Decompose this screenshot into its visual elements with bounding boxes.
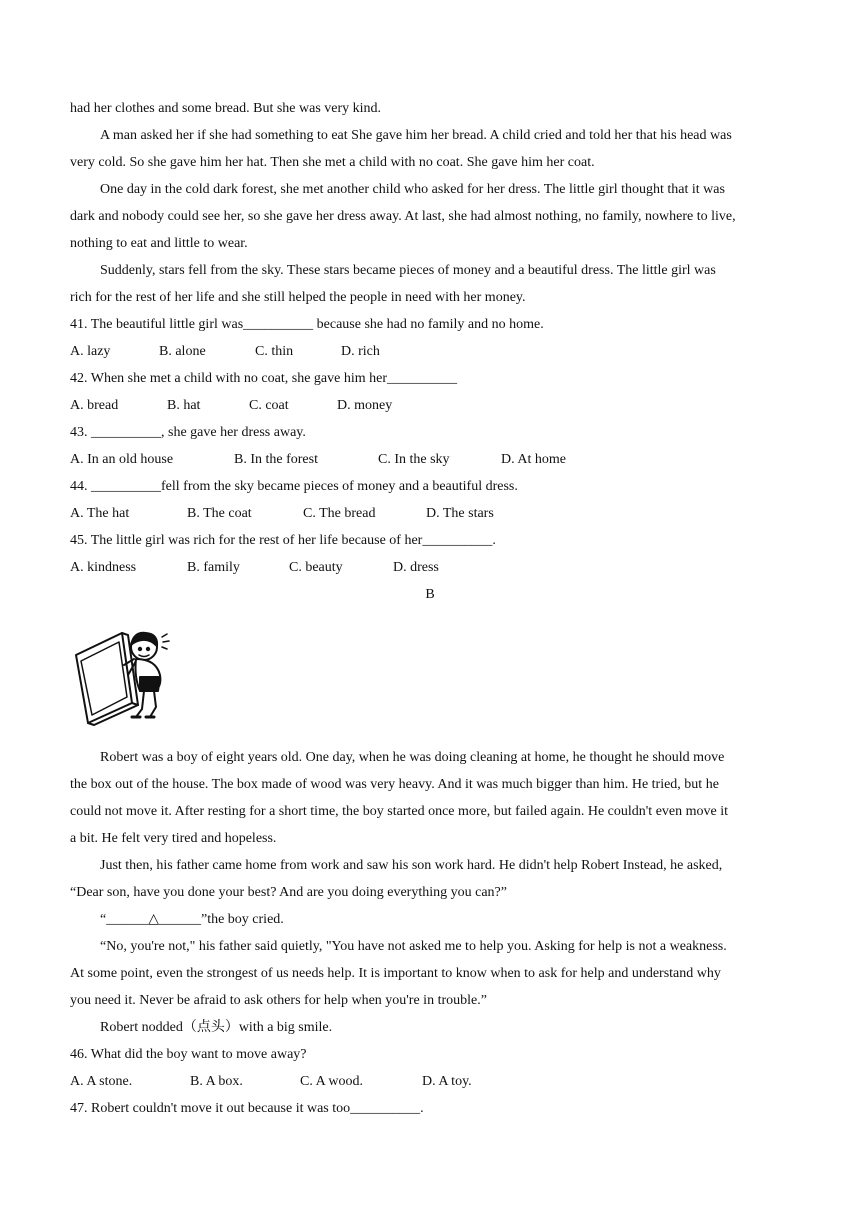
option: B. family [187, 560, 240, 575]
passage-b-blank-line: “______△______”the boy cried. [100, 912, 284, 927]
passage-b-line: Robert nodded（点头）with a big smile. [100, 1020, 333, 1035]
option: D. rich [341, 344, 380, 359]
option: D. At home [501, 452, 566, 467]
option: D. A toy. [422, 1074, 472, 1089]
question-42: 42. When she met a child with no coat, she gave him her__________ [70, 371, 457, 386]
passage-a-line: A man asked her if she had something to eat She gave him her bread. A child cried and told her that his head was [100, 128, 732, 143]
passage-a-line: dark and nobody could see her, so she gave her dress away. At last, she had almost nothing, no family, nowhere to live, [70, 209, 736, 224]
section-b-heading: B [425, 587, 435, 602]
passage-b-line: a bit. He felt very tired and hopeless. [70, 831, 277, 846]
question-43: 43. __________, she gave her dress away. [70, 425, 306, 440]
option: C. coat [249, 398, 289, 413]
option: C. The bread [303, 506, 376, 521]
option: A. The hat [70, 506, 130, 521]
option: C. A wood. [300, 1074, 364, 1089]
passage-b-line: could not move it. After resting for a short time, the boy started once more, but failed again. He couldn't even move it [70, 804, 729, 819]
option: C. In the sky [378, 452, 450, 467]
option: B. alone [159, 344, 206, 359]
question-45: 45. The little girl was rich for the rest of her life because of her__________. [70, 533, 496, 548]
option: A. kindness [70, 560, 137, 575]
passage-b-line: “Dear son, have you done your best? And are you doing everything you can?” [70, 885, 507, 900]
passage-a-line: nothing to eat and little to wear. [70, 236, 248, 251]
passage-b-line: Just then, his father came home from work and saw his son work hard. He didn't help Robert Instead, he asked, [100, 858, 723, 873]
option: B. hat [167, 398, 201, 413]
question-41: 41. The beautiful little girl was__________ because she had no family and no home. [70, 317, 544, 332]
option: A. In an old house [70, 452, 174, 467]
passage-a-line: rich for the rest of her life and she still helped the people in need with her money. [70, 290, 526, 305]
option: D. dress [393, 560, 439, 575]
option: B. In the forest [234, 452, 318, 467]
passage-a-line: had her clothes and some bread. But she was very kind. [70, 101, 382, 116]
passage-a-line: Suddenly, stars fell from the sky. These stars became pieces of money and a beautiful dress. The little girl was [100, 263, 716, 278]
option: B. The coat [187, 506, 252, 521]
option: B. A box. [190, 1074, 243, 1089]
option: A. A stone. [70, 1074, 133, 1089]
passage-b-line: you need it. Never be afraid to ask others for help when you're in trouble.” [70, 993, 487, 1008]
boy-pushing-box-illustration [70, 625, 180, 730]
passage-b-line: the box out of the house. The box made of wood was very heavy. And it was much bigger than him. He tried, but he [70, 777, 719, 792]
passage-a-line: One day in the cold dark forest, she met another child who asked for her dress. The little girl thought that it was [100, 182, 725, 197]
option: C. thin [255, 344, 294, 359]
question-46: 46. What did the boy want to move away? [70, 1047, 307, 1062]
option: A. bread [70, 398, 119, 413]
question-44: 44. __________fell from the sky became pieces of money and a beautiful dress. [70, 479, 518, 494]
passage-b-line: At some point, even the strongest of us needs help. It is important to know when to ask for help and understand why [70, 966, 721, 981]
option: A. lazy [70, 344, 111, 359]
passage-b-line: “No, you're not," his father said quietly, "You have not asked me to help you. Asking for help is not a weakness. [100, 939, 727, 954]
option: D. money [337, 398, 393, 413]
question-47: 47. Robert couldn't move it out because it was too__________. [70, 1101, 424, 1116]
option: D. The stars [426, 506, 494, 521]
option: C. beauty [289, 560, 343, 575]
passage-a-line: very cold. So she gave him her hat. Then she met a child with no coat. She gave him her coat. [70, 155, 595, 170]
passage-b-line: Robert was a boy of eight years old. One day, when he was doing cleaning at home, he thought he should move [100, 750, 725, 765]
